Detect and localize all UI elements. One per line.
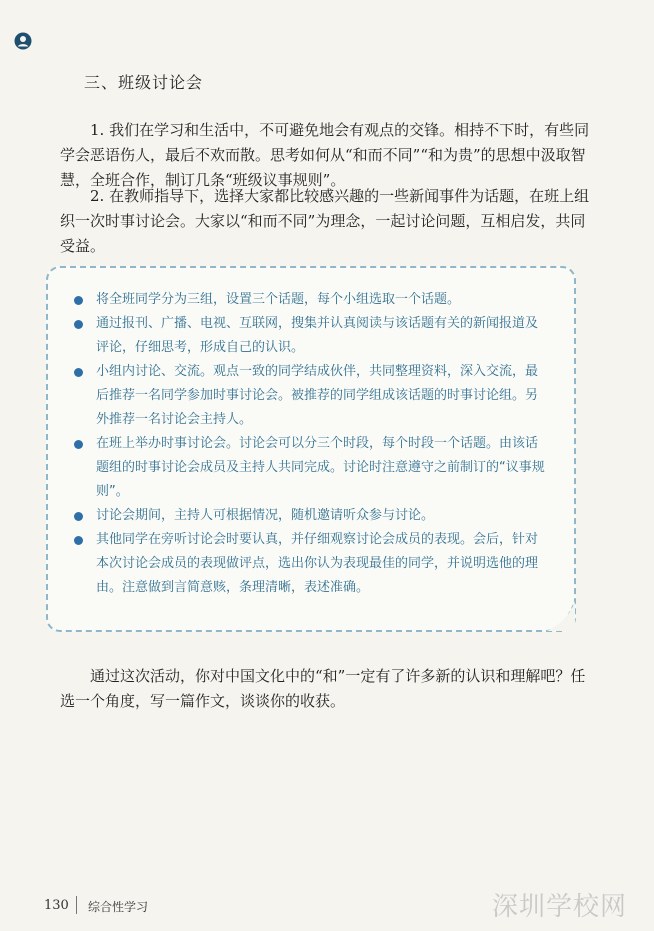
list-item bbox=[80, 288, 550, 312]
list-item bbox=[80, 312, 550, 360]
bullet-dot-icon bbox=[74, 536, 83, 545]
list-item bbox=[80, 504, 550, 528]
activity-steps-box bbox=[46, 266, 576, 632]
closing-paragraph: 通过这次活动，你对中国文化中的“和”一定有了许多新的认识和理解吧？任选一个角度，写一篇作文，谈谈你的收获。 bbox=[60, 667, 586, 710]
list-item-text: 其他同学在旁听讨论会时要认真，并仔细观察讨论会成员的表现。会后，针对本次讨论会成员的表现做评点，选出你认为表现最佳的同学，并说明选他的理由。注意做到言简意赅，条理清晰，表述准确。 bbox=[96, 532, 539, 595]
section-title: 三、班级讨论会 bbox=[84, 73, 204, 92]
footer-section-label: 综合性学习 bbox=[88, 900, 149, 914]
page-number: 130 bbox=[44, 898, 69, 913]
bullet-dot-icon bbox=[74, 512, 83, 521]
list-item-text: 通过报刊、广播、电视、互联网，搜集并认真阅读与该话题有关的新闻报道及评论，仔细思考，形成自己的认识。 bbox=[96, 316, 539, 355]
bullet-dot-icon bbox=[74, 440, 83, 449]
footer-divider bbox=[76, 896, 77, 914]
page-curl-icon bbox=[545, 599, 577, 633]
list-item-text: 在班上举办时事讨论会。讨论会可以分三个时段，每个时段一个话题。由该话题组的时事讨论会成员及主持人共同完成。讨论时注意遵守之前制订的“议事规则”。 bbox=[96, 436, 545, 499]
list-item bbox=[80, 360, 550, 432]
paragraph-1: 1. 我们在学习和生活中，不可避免地会有观点的交锋。相持不下时，有些同学会恶语伤人，最后不欢而散。思考如何从“和而不同”“和为贵”的思想中汲取智慧，全班合作，制订几条“班级议事规则”。 bbox=[60, 121, 590, 189]
list-item-text: 将全班同学分为三组，设置三个话题，每个小组选取一个话题。 bbox=[96, 292, 461, 307]
bullet-dot-icon bbox=[74, 320, 83, 329]
bullet-dot-icon bbox=[74, 368, 83, 377]
list-item bbox=[80, 432, 550, 504]
activity-steps-list bbox=[80, 288, 550, 600]
watermark: 深圳学校网 bbox=[492, 892, 628, 922]
paragraph-2: 2. 在教师指导下，选择大家都比较感兴趣的一些新闻事件为话题，在班上组织一次时事讨论会。大家以“和而不同”为理念，一起讨论问题，互相启发，共同受益。 bbox=[60, 187, 590, 255]
person-circle-icon bbox=[14, 32, 32, 50]
list-item bbox=[80, 528, 550, 600]
bullet-dot-icon bbox=[74, 296, 83, 305]
list-item-text: 小组内讨论、交流。观点一致的同学结成伙伴，共同整理资料，深入交流，最后推荐一名同学参加时事讨论会。被推荐的同学组成该话题的时事讨论组。另外推荐一名讨论会主持人。 bbox=[96, 364, 539, 427]
list-item-text: 讨论会期间，主持人可根据情况，随机邀请听众参与讨论。 bbox=[96, 508, 435, 523]
